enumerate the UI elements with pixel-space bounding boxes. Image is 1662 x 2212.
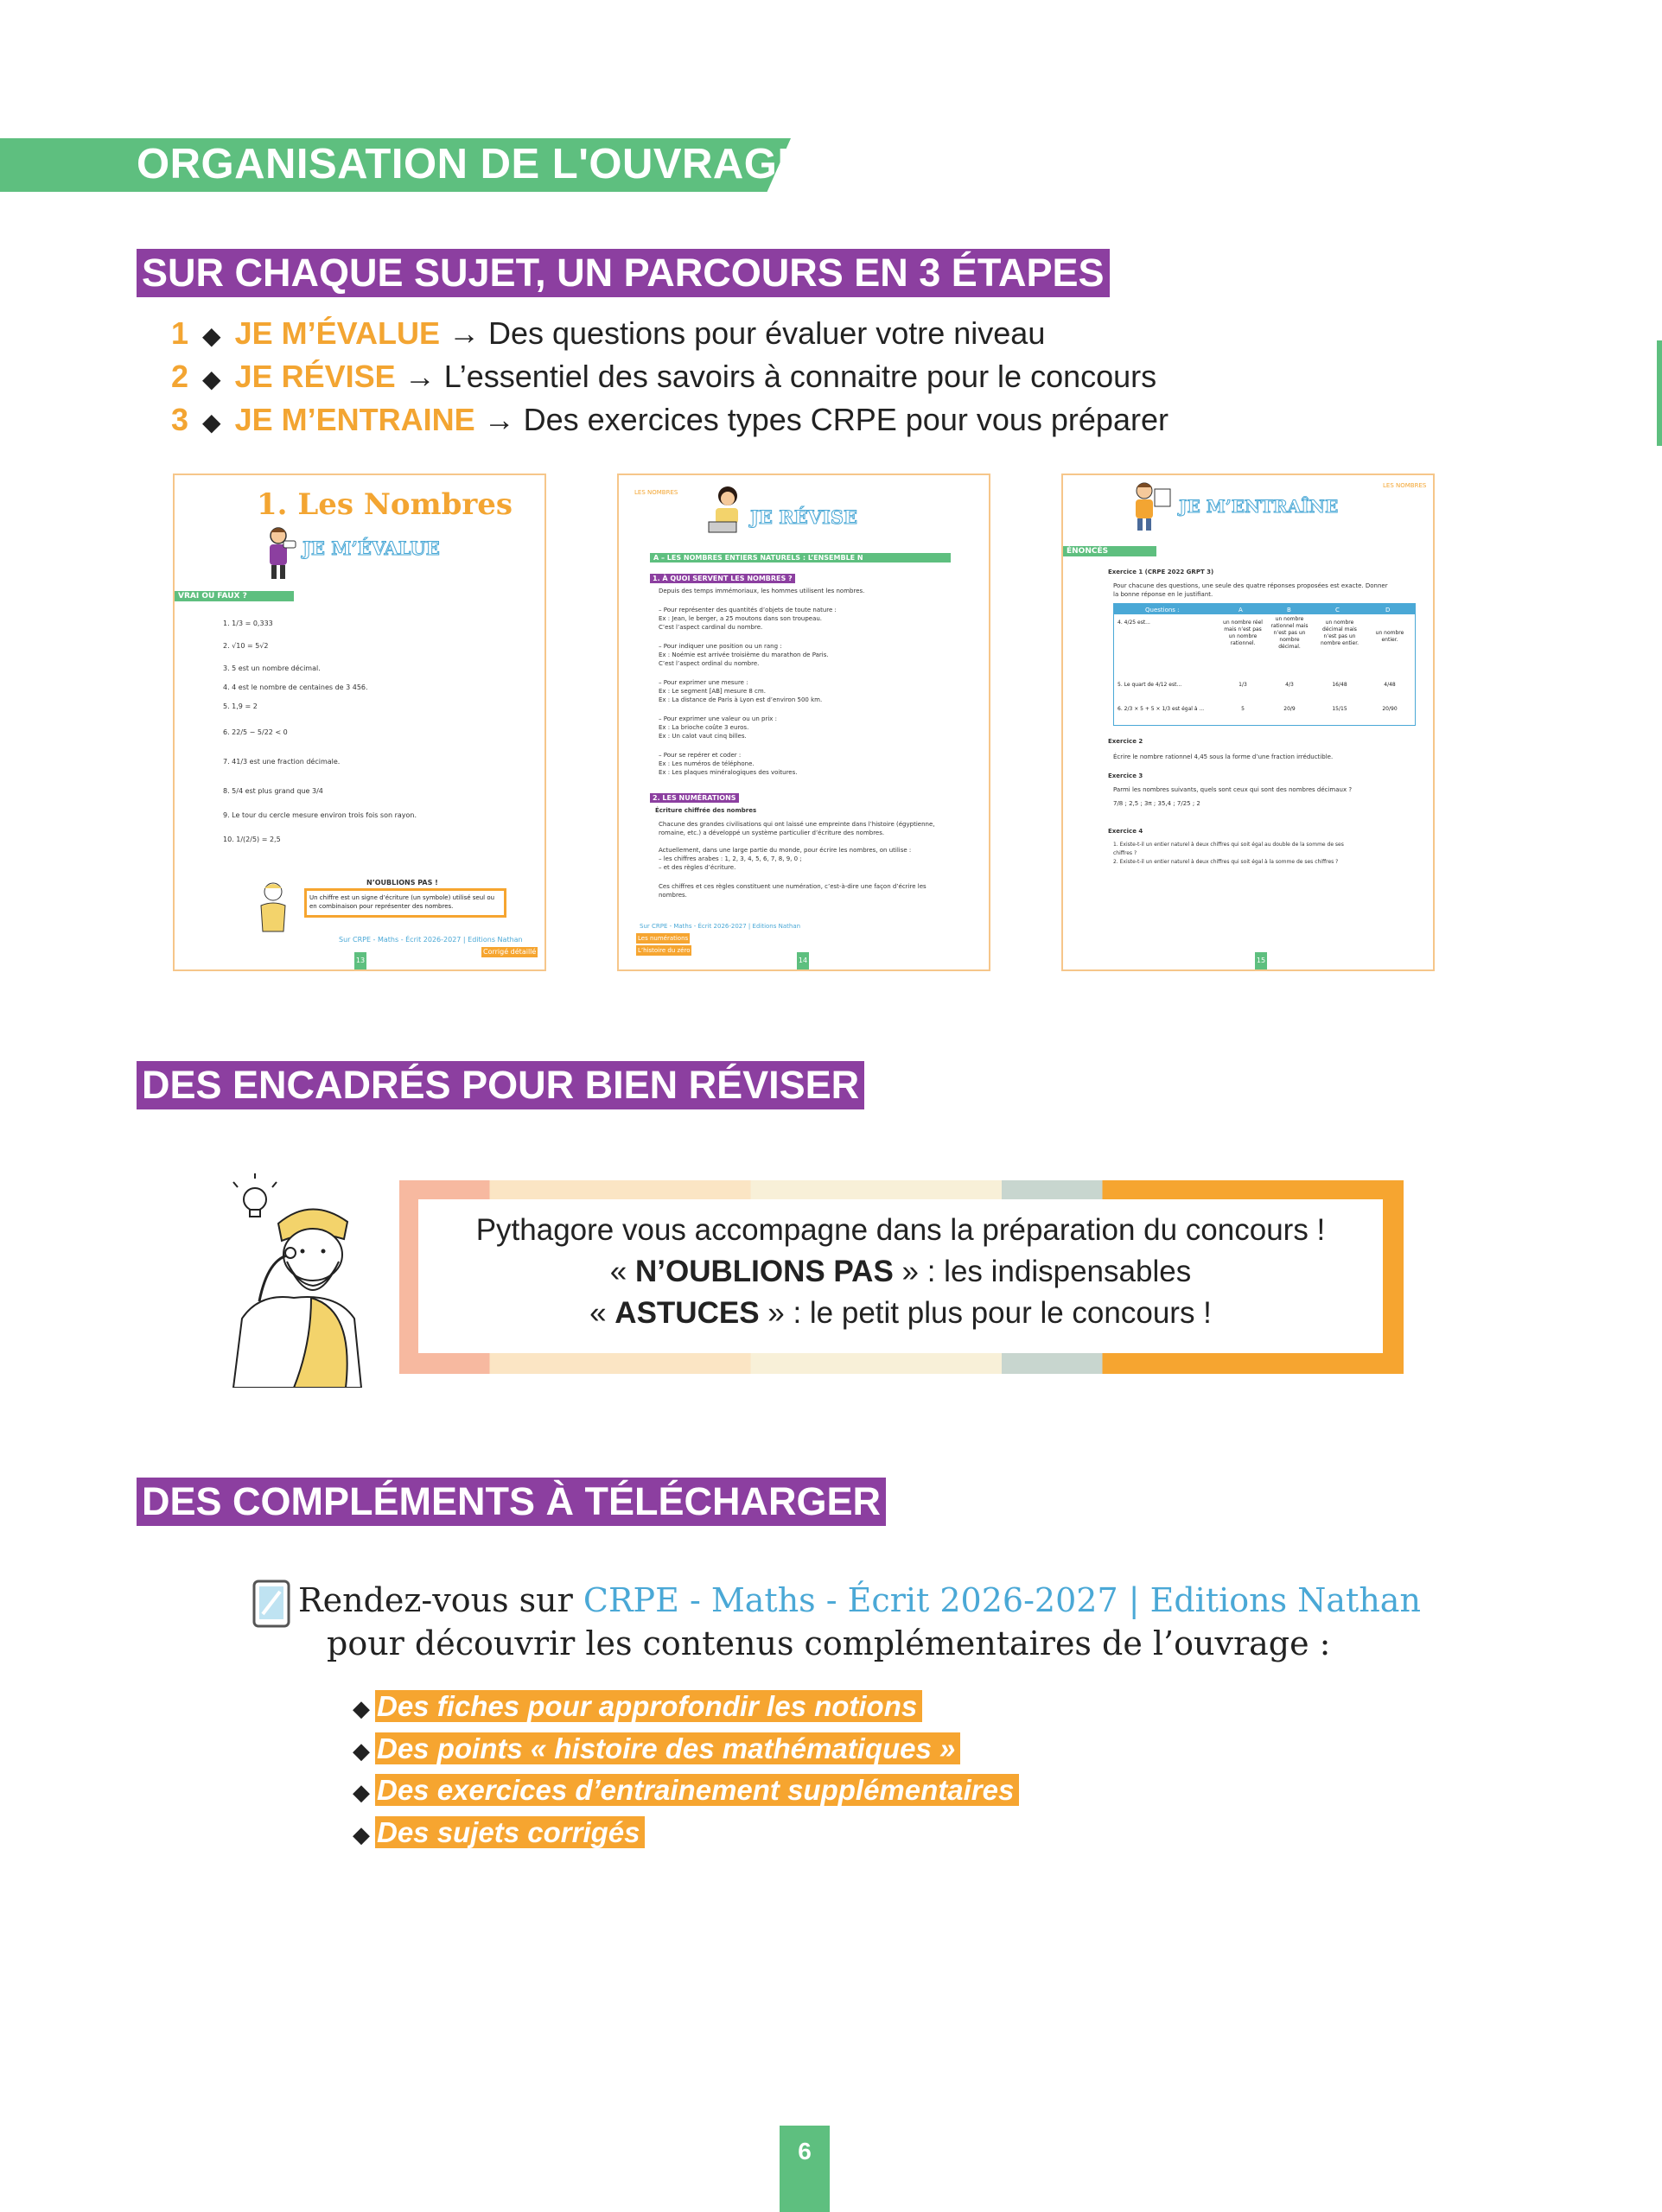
thumb-line: Écrire le nombre rationnel 4,45 sous la forme d’une fraction irréductible. <box>1113 753 1334 760</box>
box-line-rest: » : les indispensables <box>893 1255 1192 1288</box>
diamond-icon: ◆ <box>353 1737 370 1764</box>
thumb-table-cell: un nombre décimal mais n’est pas un nombre entier. <box>1320 620 1360 646</box>
thumb-footer-tag: Corrigé détaillé <box>483 948 537 956</box>
thumb-section-head: A – LES NOMBRES ENTIERS NATURELS : L’ENSEMBLE N <box>650 553 951 563</box>
thumb-table-cell: 4. 4/25 est... <box>1118 620 1150 626</box>
thumb-line: Chacune des grandes civilisations qui ont laissé une empreinte dans l’histoire (égyptienne, <box>659 821 935 828</box>
thumb-item: 7. 41/3 est une fraction décimale. <box>223 758 341 766</box>
list-item <box>353 1813 1019 1855</box>
thumb-line: Ex : La brioche coûte 3 euros. <box>659 724 749 731</box>
thumb-footer-tag: Les numérations <box>638 935 689 942</box>
thumb-table-cell: 4/3 <box>1285 682 1294 688</box>
step-number: 3 <box>171 402 189 437</box>
thumb-exercise-title: Exercice 3 <box>1108 772 1143 779</box>
thumb-qcm-table <box>1113 603 1416 726</box>
thumb-line: C’est l’aspect cardinal du nombre. <box>659 624 763 631</box>
step-label: JE M’ENTRAINE <box>234 402 475 437</box>
thumb-table-cell: 1/3 <box>1239 682 1247 688</box>
diamond-icon: ◆ <box>353 1695 370 1721</box>
thumb-subhead-minor: Écriture chiffrée des nombres <box>655 807 757 814</box>
thumb-badge: JE RÉVISE <box>750 506 858 528</box>
box-keyword: N’OUBLIONS PAS <box>634 1255 894 1288</box>
thumb-section-head: ÉNONCÉS <box>1063 546 1156 556</box>
step-1 <box>171 313 1168 356</box>
student-laptop-icon <box>705 484 748 537</box>
thumb-line: chiffres ? <box>1113 850 1137 856</box>
thumb-table-cell: 5. Le quart de 4/12 est... <box>1118 682 1182 688</box>
thumb-line: Actuellement, dans une large partie du monde, pour écrire les nombres, on utilise : <box>659 847 912 854</box>
thumb-item: 5. 1,9 = 2 <box>223 702 258 710</box>
thumb-table-cell: 16/48 <box>1332 682 1347 688</box>
reminder-box-text <box>418 1210 1383 1334</box>
thumb-line: – Pour se repérer et coder : <box>659 752 742 759</box>
quote-open: « <box>609 1255 635 1288</box>
thumb-item: 10. 1/(2/5) = 2,5 <box>223 836 281 843</box>
thumb-badge: JE M’ENTRAÎNE <box>1179 496 1339 517</box>
step-number: 2 <box>171 359 189 394</box>
thumb-item: 9. Le tour du cercle mesure environ trois fois son rayon. <box>223 811 417 819</box>
thumb-reminder-title: N’OUBLIONS PAS ! <box>366 879 438 887</box>
bullet-text: Des points « histoire des mathématiques » <box>375 1732 960 1764</box>
thumbnail-je-revise <box>617 474 990 971</box>
thumb-line: 1. Existe-t-il un entier naturel à deux chiffres qui soit égal au double de la somme de ses <box>1113 842 1344 848</box>
thumb-line: Ex : Un calot vaut cinq billes. <box>659 733 747 740</box>
editions-nathan-link[interactable]: CRPE - Maths - Écrit 2026-2027 | Editions Nathan <box>583 1581 1421 1619</box>
thumb-item: 6. 22/5 − 5/22 < 0 <box>223 728 288 736</box>
thumb-table-head-cell: Questions : <box>1145 607 1180 613</box>
thumb-line: Ex : Le segment [AB] mesure 8 cm. <box>659 688 766 695</box>
thumb-running-head: LES NOMBRES <box>1383 482 1427 489</box>
thumb-line: nombres. <box>659 892 687 899</box>
diamond-icon: ◆ <box>202 322 221 349</box>
page-title: ORGANISATION DE L'OUVRAGE <box>137 141 806 188</box>
thumb-line: 2. Existe-t-il un entier naturel à deux chiffres qui soit égal à la somme de ses chiffres ? <box>1113 859 1339 865</box>
list-item <box>353 1770 1019 1813</box>
student-illustration-icon <box>261 525 297 581</box>
diamond-icon: ◆ <box>353 1821 370 1847</box>
thumb-line: C’est l’aspect ordinal du nombre. <box>659 660 760 667</box>
thumb-exercise-title: Exercice 1 (CRPE 2022 GRPT 3) <box>1108 569 1214 575</box>
thumb-line: Ex : Jean, le berger, a 25 moutons dans son troupeau. <box>659 615 823 622</box>
thumb-table-cell: un nombre rationnel mais n’est pas un nombre décimal. <box>1270 616 1309 650</box>
step-number: 1 <box>171 315 189 351</box>
thumb-table-cell: 4/48 <box>1384 682 1396 688</box>
thumb-line: Parmi les nombres suivants, quels sont ceux qui sont des nombres décimaux ? <box>1113 786 1353 793</box>
thumb-line: Depuis des temps immémoriaux, les hommes utilisent les nombres. <box>659 588 865 594</box>
thumb-exercise-title: Exercice 2 <box>1108 738 1143 745</box>
download-bullet-list <box>353 1687 1019 1854</box>
thumb-line: – et des règles d’écriture. <box>659 864 736 871</box>
thumb-running-head: LES NOMBRES <box>634 489 678 496</box>
download-intro-line-2: pour découvrir les contenus complémentaires de l’ouvrage : <box>327 1624 1331 1662</box>
pythagore-small-icon <box>252 880 296 937</box>
thumb-line: Ex : Les numéros de téléphone. <box>659 760 755 767</box>
section-heading-complements: DES COMPLÉMENTS À TÉLÉCHARGER <box>137 1478 886 1526</box>
thumb-line: Pour chacune des questions, une seule des quatre réponses proposées est exacte. Donner <box>1113 582 1388 589</box>
thumb-line: Ces chiffres et ces règles constituent une numération, c’est-à-dire une façon d’écrire les <box>659 883 927 890</box>
step-3 <box>171 399 1168 442</box>
quote-open: « <box>589 1296 615 1330</box>
thumb-line: – Pour indiquer une position ou un rang : <box>659 643 782 650</box>
section-heading-encadres: DES ENCADRÉS POUR BIEN RÉVISER <box>137 1061 864 1109</box>
box-line-3 <box>418 1293 1383 1334</box>
diamond-icon: ◆ <box>202 365 221 392</box>
thumb-badge: JE M’ÉVALUE <box>302 537 440 559</box>
step-2 <box>171 356 1168 399</box>
download-intro-prefix: Rendez-vous sur <box>298 1581 583 1619</box>
thumbnail-je-m-entraine <box>1061 474 1435 971</box>
thumb-table-cell: 15/15 <box>1332 706 1347 712</box>
thumb-item: 2. √10 = 5√2 <box>223 642 269 650</box>
box-keyword: ASTUCES <box>614 1296 760 1330</box>
bullet-text: Des sujets corrigés <box>375 1816 645 1848</box>
box-line-rest: » : le petit plus pour le concours ! <box>759 1296 1212 1330</box>
thumb-item: 4. 4 est le nombre de centaines de 3 456. <box>223 683 368 691</box>
student-blackboard-icon <box>1127 480 1174 532</box>
thumb-subhead: 2. LES NUMÉRATIONS <box>650 793 739 803</box>
thumb-table-cell: 20/9 <box>1283 706 1296 712</box>
thumb-line: – Pour exprimer une mesure : <box>659 679 748 686</box>
thumb-table-head-cell: B <box>1287 607 1291 613</box>
section-heading-parcours: SUR CHAQUE SUJET, UN PARCOURS EN 3 ÉTAPES <box>137 249 1110 297</box>
thumb-line: Ex : Les plaques minéralogiques des voitures. <box>659 769 798 776</box>
step-label: JE M’ÉVALUE <box>234 315 440 351</box>
thumb-table-cell: 6. 2/3 × 5 + 5 × 1/3 est égal à ... <box>1118 706 1205 712</box>
step-label: JE RÉVISE <box>234 359 396 394</box>
download-intro-line <box>298 1581 1421 1619</box>
thumb-reminder-box: Un chiffre est un signe d’écriture (un symbole) utilisé seul ou en combinaison pour représenter des nombres. <box>304 888 506 918</box>
thumb-page-number: 15 <box>1255 952 1267 969</box>
box-line-2 <box>418 1251 1383 1293</box>
thumb-item: 3. 5 est un nombre décimal. <box>223 664 321 672</box>
box-line-1: Pythagore vous accompagne dans la préparation du concours ! <box>475 1213 1326 1247</box>
thumb-line: – Pour exprimer une valeur ou un prix : <box>659 715 778 722</box>
thumb-line: Ex : La distance de Paris à Lyon est d’environ 500 km. <box>659 696 823 703</box>
thumb-footer-tag: L’histoire du zéro <box>638 947 691 954</box>
thumb-table-head-cell: A <box>1239 607 1243 613</box>
thumb-footer-link: Sur CRPE - Maths - Écrit 2026-2027 | Editions Nathan <box>339 936 523 944</box>
thumb-subhead: 1. À QUOI SERVENT LES NOMBRES ? <box>650 574 795 583</box>
step-description: → Des exercices types CRPE pour vous préparer <box>483 402 1168 437</box>
steps-list <box>171 313 1168 442</box>
thumb-footer-link: Sur CRPE - Maths - Écrit 2026-2027 | Editions Nathan <box>640 923 801 930</box>
step-description: → L’essentiel des savoirs à connaitre pour le concours <box>404 359 1157 394</box>
thumb-page-number: 13 <box>354 952 366 969</box>
thumb-line: – Pour représenter des quantités d’objets de toute nature : <box>659 607 837 613</box>
bullet-text: Des fiches pour approfondir les notions <box>375 1690 922 1722</box>
thumb-table-cell: 5 <box>1241 706 1245 712</box>
thumb-line: Ex : Noémie est arrivée troisième du marathon de Paris. <box>659 652 829 658</box>
thumb-chapter-title: 1. Les Nombres <box>257 487 513 522</box>
thumb-item: 8. 5/4 est plus grand que 3/4 <box>223 787 323 795</box>
step-description: → Des questions pour évaluer votre niveau <box>448 315 1046 351</box>
tablet-icon <box>252 1580 290 1628</box>
thumb-line: 7/8 ; 2,5 ; 3π ; 35,4 ; 7/25 ; 2 <box>1113 800 1200 807</box>
thumb-item: 1. 1/3 = 0,333 <box>223 620 273 627</box>
diamond-icon: ◆ <box>353 1779 370 1805</box>
thumb-table-cell: un nombre réel mais n’est pas un nombre rationnel. <box>1223 620 1263 646</box>
edge-tab-marker <box>1657 340 1662 446</box>
list-item <box>353 1729 1019 1771</box>
page-number: 6 <box>780 2126 830 2212</box>
thumb-table-head-cell: D <box>1385 607 1391 613</box>
thumbnail-je-m-evalue <box>173 474 546 971</box>
pythagore-illustration-icon <box>207 1172 380 1388</box>
thumb-exercise-title: Exercice 4 <box>1108 828 1143 835</box>
thumb-table-cell: 20/90 <box>1382 706 1398 712</box>
thumb-line: la bonne réponse en le justifiant. <box>1113 591 1213 598</box>
thumb-line: – les chiffres arabes : 1, 2, 3, 4, 5, 6, 7, 8, 9, 0 ; <box>659 855 802 862</box>
bullet-text: Des exercices d’entrainement supplémentaires <box>375 1774 1019 1806</box>
thumb-page-number: 14 <box>797 952 809 969</box>
thumb-table-cell: un nombre entier. <box>1375 630 1404 643</box>
thumb-table-head-cell: C <box>1335 607 1340 613</box>
thumb-section-head: VRAI OU FAUX ? <box>175 591 294 601</box>
thumb-line: romaine, etc.) a développé un système particulier d’écriture des nombres. <box>659 830 885 836</box>
diamond-icon: ◆ <box>202 409 221 435</box>
list-item <box>353 1687 1019 1729</box>
